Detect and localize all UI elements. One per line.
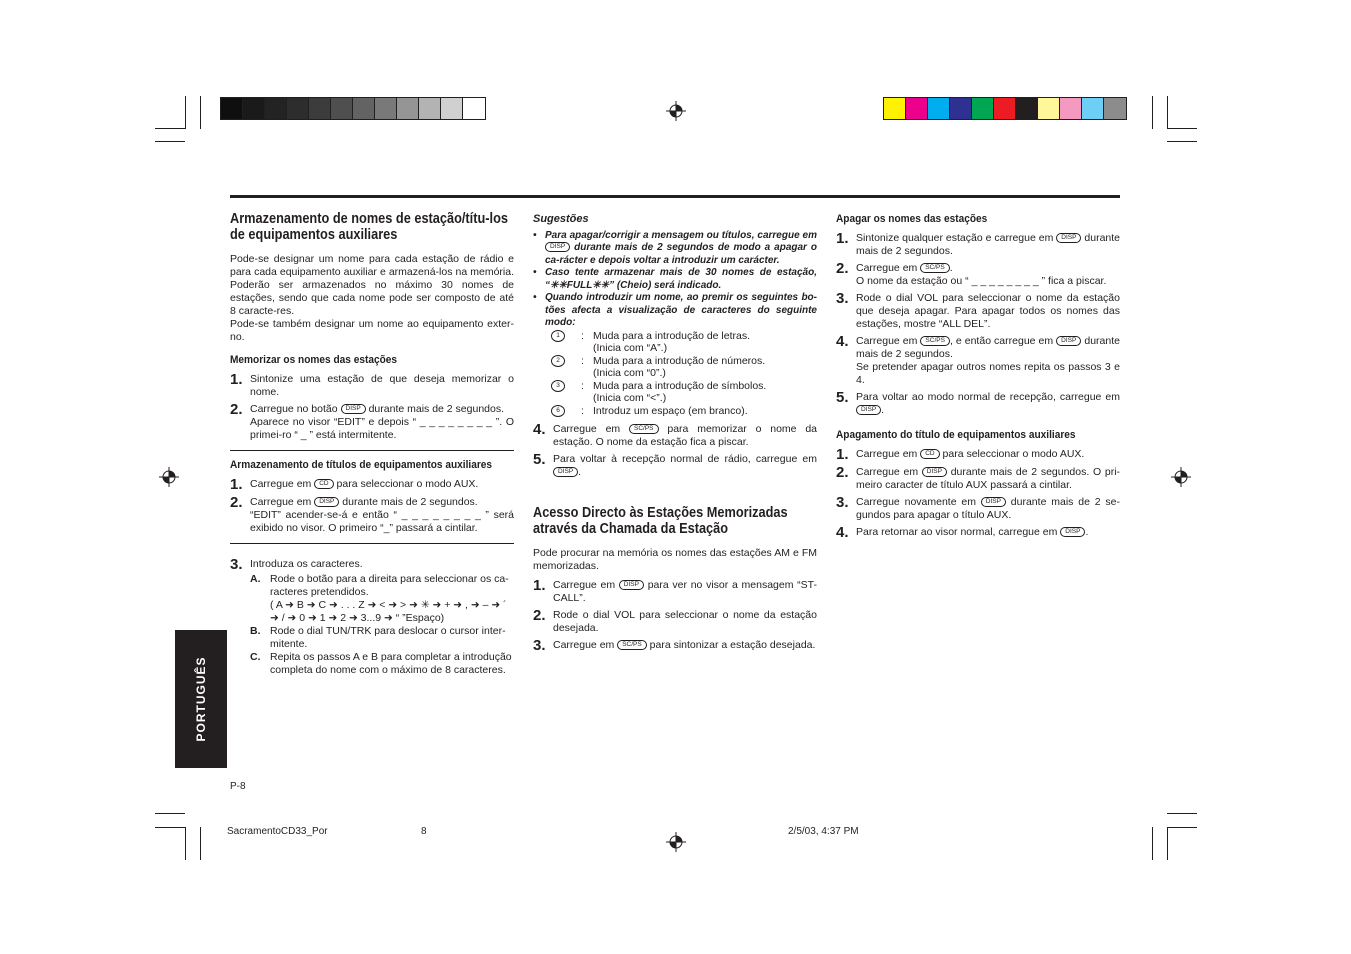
crop-mark — [1167, 128, 1197, 129]
divider — [230, 450, 514, 451]
key-description: Muda para a introdução de letras. — [593, 329, 751, 342]
scps-button-icon: SC/PS — [617, 640, 647, 650]
language-tab — [175, 630, 227, 768]
color-swatch — [972, 98, 994, 119]
number-key-icon: 3 — [551, 380, 565, 392]
gray-swatch — [375, 98, 397, 119]
gray-swatch — [441, 98, 463, 119]
color-swatch — [950, 98, 972, 119]
disp-button-icon: DISP — [619, 580, 644, 590]
subsection-title: Apagar os nomes das estações — [836, 213, 988, 225]
tip-item: • Para apagar/corrigir a mensagem ou títulos, carregue em DISP durante mais de 2 segundos de modo a apagar o ca-rácter e depois voltar a introduzir um carácter. — [533, 229, 818, 266]
crop-mark — [155, 141, 185, 142]
middle-column — [533, 213, 817, 657]
disp-button-icon: DISP — [553, 467, 578, 477]
cd-button-icon: CD — [314, 479, 333, 489]
sub-step-c: C. Repita os passos A e B para completar a introdução completa do nome com o máximo de 8 caracteres. — [250, 651, 512, 676]
sub-step-a: A. Rode o botão para a direita para seleccionar os ca-racteres pretendidos. ( A ➜ B ➜ C ➜ . . . Z ➜ < ➜ > ➜ ✳ ➜ + ➜ , ➜ – ➜ ´ ➜ / ➜ 0 ➜ 1 ➜ 2 ➜ 3...9 ➜ “ ”Espaço) — [250, 573, 509, 624]
number-key-icon: 1 — [551, 330, 565, 342]
crop-mark — [155, 813, 185, 814]
color-swatch — [1082, 98, 1104, 119]
tips-title: Sugestões — [533, 213, 589, 225]
scps-button-icon: SC/PS — [920, 336, 950, 346]
gray-swatch — [331, 98, 353, 119]
step-5: 5. Para voltar à recepção normal de rádio, carregue em DISP . — [533, 451, 817, 478]
crop-mark — [200, 96, 201, 129]
disp-button-icon: DISP — [856, 405, 881, 415]
registration-mark-icon — [666, 101, 686, 121]
key-row: 3 : Muda para a introdução de símbolos. (Inicia com “<”.) — [533, 380, 817, 405]
tip-item: • Caso tente armazenar mais de 30 nomes de estação, “✳✳FULL✳✳” (Cheio) será indicado. — [533, 267, 817, 291]
step-1: 1. Carregue em CD para seleccionar o modo AUX. — [230, 476, 479, 493]
disp-button-icon: DISP — [1060, 527, 1085, 537]
color-swatch — [994, 98, 1016, 119]
intro-text-2: Pode-se também designar um nome ao equipamento exter-no. — [230, 318, 514, 343]
gray-swatch — [243, 98, 265, 119]
step-2: 2. Carregue no botão DISP durante mais de 2 segundos. Aparece no visor “EDIT” e depois “ _ _ _ _ _ _ _ _ ”. O primei-ro “ _ ” está intermitente. — [230, 401, 514, 441]
step-3: 3. Rode o dial VOL para seleccionar o nome da estação que deseja apagar. Para apagar todos os nomes das estações, mostre “ALL DEL”. — [836, 290, 1120, 330]
step-1: 1. Carregue em CD para seleccionar o modo AUX. — [836, 446, 1085, 463]
number-key-icon: 6 — [551, 405, 565, 417]
crop-mark — [1167, 96, 1168, 129]
key-row: 1 : Muda para a introdução de letras. (Inicia com “A”.) — [533, 330, 817, 355]
disp-button-icon: DISP — [1056, 336, 1081, 346]
footer-page: 8 — [421, 826, 427, 837]
left-column — [230, 211, 514, 677]
crop-mark — [1152, 96, 1153, 129]
step-3: 3. Introduza os caracteres. — [230, 556, 363, 573]
step-2: 2. Carregue em DISP durante mais de 2 segundos. “EDIT” acender-se-á e então “ _ _ _ _ _ _ _ _ ” será exibido no visor. O primeiro “_” passará a cintilar. — [230, 494, 514, 534]
key-row: 2 : Muda para a introdução de números. (Inicia com “0”.) — [533, 355, 817, 380]
footer-date: 2/5/03, 4:37 PM — [788, 826, 859, 837]
color-swatch — [884, 98, 906, 119]
right-column — [836, 213, 1120, 544]
key-note: (Inicia com “A”.) — [593, 342, 668, 354]
disp-button-icon: DISP — [981, 497, 1006, 507]
step-2: 2. Rode o dial VOL para seleccionar o nome da estação desejada. — [533, 607, 817, 634]
subsection-title: Memorizar os nomes das estações — [230, 354, 398, 366]
color-swatch — [1016, 98, 1038, 119]
step-2: 2. Carregue em SC/PS . O nome da estação ou “ _ _ _ _ _ _ _ _ ” fica a piscar. — [836, 260, 1107, 287]
crop-mark — [185, 827, 186, 860]
step-1: 1. Carregue em DISP para ver no visor a mensagem “ST-CALL”. — [533, 577, 818, 604]
crop-mark — [1167, 827, 1168, 860]
key-description: Muda para a introdução de símbolos. — [593, 379, 767, 392]
gray-swatch — [287, 98, 309, 119]
step-4: 4. Carregue em SC/PS , e então carregue em DISP durante mais de 2 segundos. Se pretender apagar outros nomes repita os passos 3 e 4. — [836, 333, 1120, 386]
gray-swatch — [265, 98, 287, 119]
subsection-title: Apagamento do título de equipamentos auxiliares — [836, 429, 1076, 441]
color-swatch — [928, 98, 950, 119]
language-label: PORTUGUÊS — [194, 656, 208, 742]
step-2: 2. Carregue em DISP durante mais de 2 segundos. O pri-meiro caracter de título AUX passará a cintilar. — [836, 464, 1121, 491]
disp-button-icon: DISP — [314, 497, 339, 507]
scps-button-icon: SC/PS — [629, 424, 659, 434]
gray-swatch — [221, 98, 243, 119]
section-title: Armazenamento de nomes de estação/títu-los de equipamentos auxiliares — [230, 211, 508, 243]
step-3: 3. Carregue novamente em DISP durante mais de 2 se-gundos para apagar o título AUX. — [836, 494, 1120, 521]
key-list — [533, 330, 817, 418]
color-swatch — [906, 98, 928, 119]
step-1: 1. Sintonize uma estação de que deseja memorizar o nome. — [230, 371, 514, 398]
key-note: (Inicia com “<”.) — [593, 392, 667, 404]
key-row: 6 : Introduz um espaço (em branco). — [533, 405, 817, 418]
sub-step-b: B. Rode o dial TUN/TRK para deslocar o cursor inter-mitente. — [250, 625, 506, 650]
gray-swatch — [419, 98, 441, 119]
registration-mark-icon — [666, 832, 686, 852]
crop-mark — [155, 128, 185, 129]
color-swatch — [1104, 98, 1126, 119]
disp-button-icon: DISP — [922, 467, 947, 477]
section-title: Acesso Directo às Estações Memorizadas através da Chamada da Estação — [533, 505, 788, 537]
disp-button-icon: DISP — [1056, 233, 1081, 243]
disp-button-icon: DISP — [545, 242, 570, 252]
crop-mark — [1167, 827, 1197, 828]
disp-button-icon: DISP — [341, 404, 366, 414]
key-note: (Inicia com “0”.) — [593, 367, 666, 379]
tips-list — [533, 230, 817, 330]
header-rule — [230, 195, 1120, 198]
color-swatch — [1060, 98, 1082, 119]
crop-mark — [1167, 141, 1197, 142]
grayscale-bar — [220, 97, 486, 120]
divider — [230, 543, 514, 544]
gray-swatch — [397, 98, 419, 119]
step-1: 1. Sintonize qualquer estação e carregue em DISP durante mais de 2 segundos. — [836, 230, 1121, 257]
registration-mark-icon — [159, 467, 179, 487]
intro-text: Pode procurar na memória os nomes das estações AM e FM memorizadas. — [533, 547, 817, 572]
intro-text: Pode-se designar um nome para cada estação de rádio e para cada equipamento auxiliar e armazená-los na memória. Poderão ser armazenados no máximo 30 nomes de estações, sendo que cada nome pode ser composto de até 8 caracte-res. — [230, 253, 514, 317]
crop-mark — [185, 96, 186, 129]
gray-swatch — [353, 98, 375, 119]
color-swatch — [1038, 98, 1060, 119]
step-4: 4. Para retornar ao visor normal, carregue em DISP . — [836, 524, 1089, 541]
registration-mark-icon — [1171, 467, 1191, 487]
step-5: 5. Para voltar ao modo normal de recepção, carregue em DISP . — [836, 389, 1120, 416]
cd-button-icon: CD — [920, 449, 939, 459]
crop-mark — [1152, 827, 1153, 860]
subsection-title: Armazenamento de títulos de equipamentos auxiliares — [230, 459, 493, 471]
page-number: P-8 — [230, 781, 246, 792]
gray-swatch — [463, 98, 485, 119]
tip-item: • Quando introduzir um nome, ao premir os seguintes bo-tões afecta a visualização de caracteres do seguinte modo: — [533, 292, 817, 328]
crop-mark — [1167, 813, 1197, 814]
color-bar — [883, 97, 1127, 120]
crop-mark — [200, 827, 201, 860]
number-key-icon: 2 — [551, 355, 565, 367]
crop-mark — [155, 827, 185, 828]
key-description: Introduz um espaço (em branco). — [593, 404, 748, 417]
key-description: Muda para a introdução de números. — [593, 354, 766, 367]
step-4: 4. Carregue em SC/PS para memorizar o nome da estação. O nome da estação fica a piscar. — [533, 421, 818, 448]
step-3: 3. Carregue em SC/PS para sintonizar a estação desejada. — [533, 637, 816, 654]
gray-swatch — [309, 98, 331, 119]
scps-button-icon: SC/PS — [920, 263, 950, 273]
footer-filename: SacramentoCD33_Por — [227, 826, 328, 837]
